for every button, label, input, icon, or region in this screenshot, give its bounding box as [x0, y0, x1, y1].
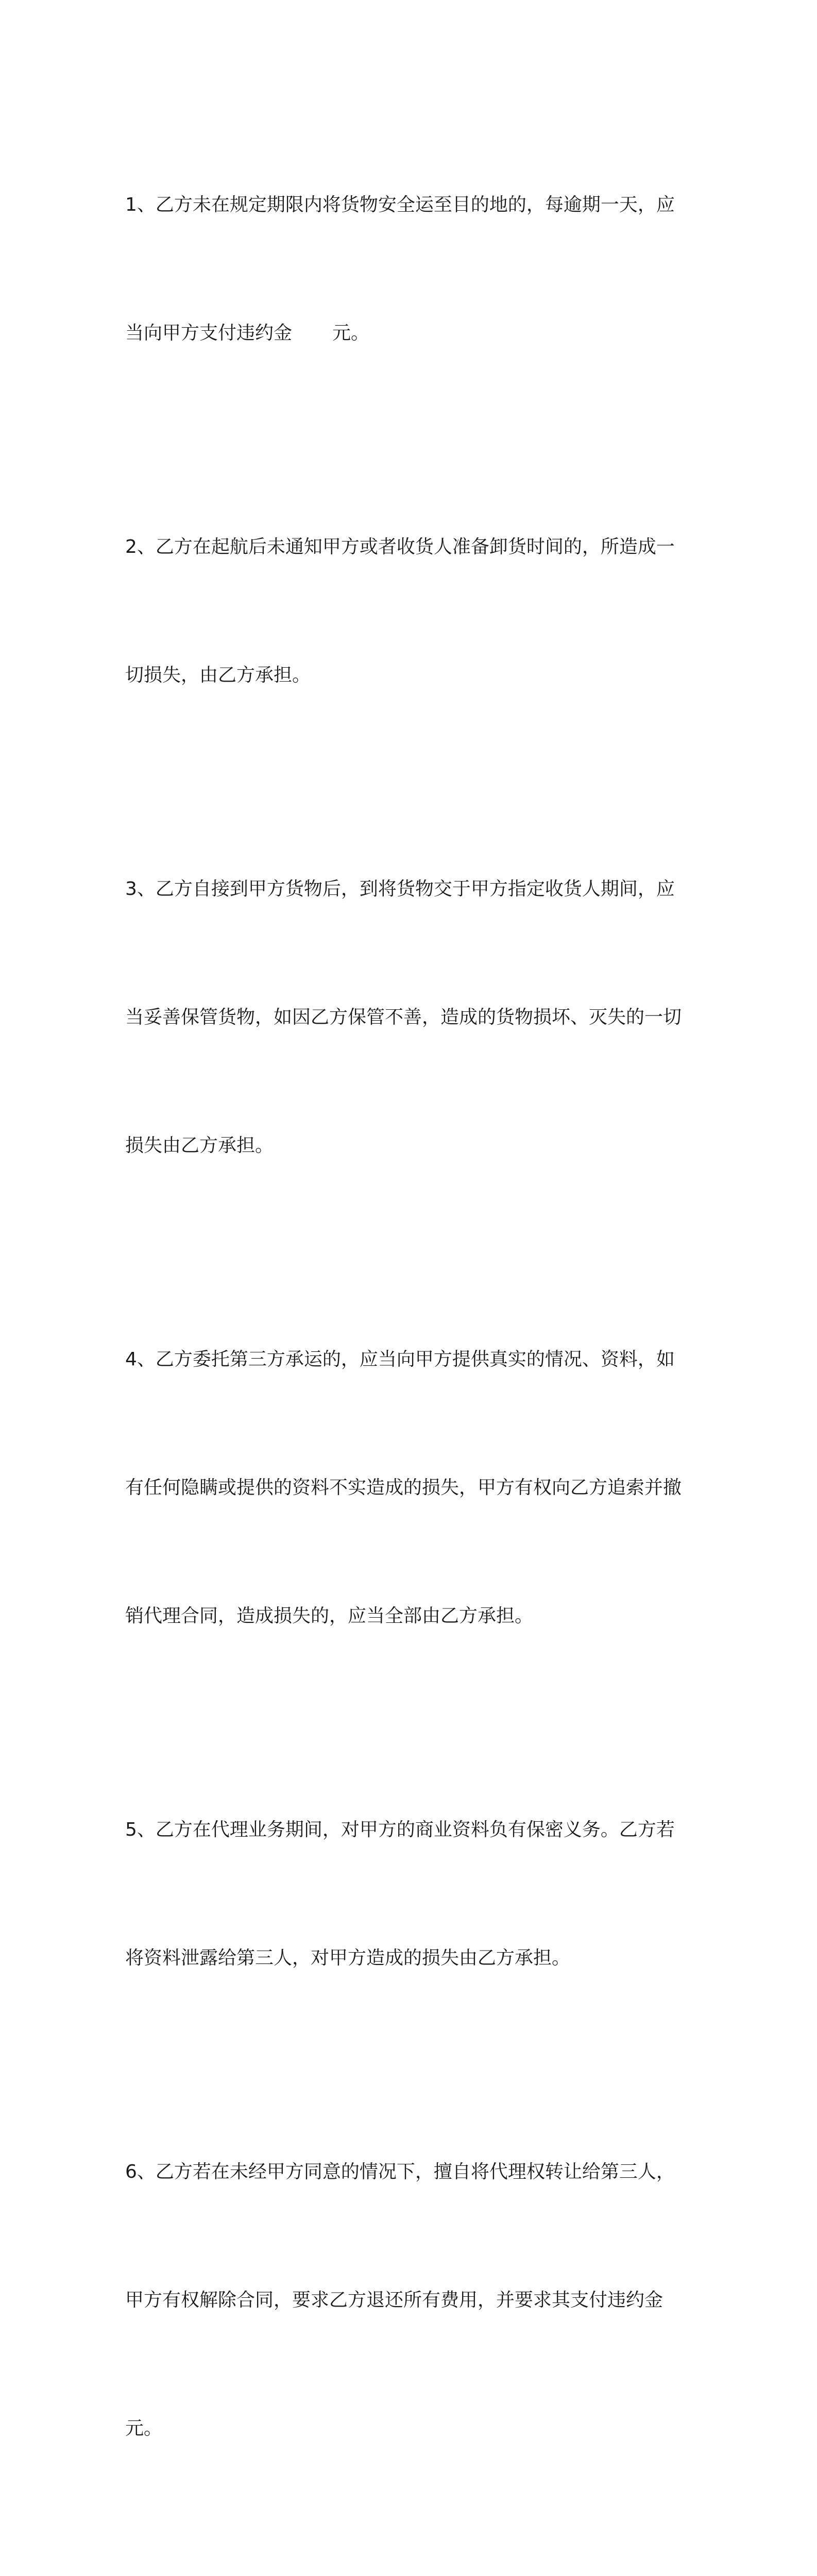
text-line: 4、乙方委托第三方承运的，应当向甲方提供真实的情况、资料，如: [125, 1349, 675, 1370]
text-fragment: 当向甲方支付违约金: [125, 323, 293, 344]
text-line: 损失由乙方承担。: [125, 1135, 274, 1156]
clause-1-1: [125, 98, 702, 440]
clause-1-6: [125, 2065, 702, 2535]
text-line: 1、乙方未在规定期限内将货物安全运至目的地的，每逾期一天，应: [125, 194, 675, 215]
text-line: 将资料泄露给第三人，对甲方造成的损失由乙方承担。: [125, 1947, 571, 1969]
text-line: 甲方有权解除合同，要求乙方退还所有费用，并要求其支付违约金: [125, 2290, 663, 2311]
text-line: 2、乙方在起航后未通知甲方或者收货人准备卸货时间的，所造成一: [125, 536, 675, 557]
clause-1-4: [125, 1252, 702, 1723]
document-body: [125, 98, 702, 2576]
text-line: 3、乙方自接到甲方货物后，到将货物交于甲方指定收货人期间，应: [125, 878, 675, 900]
text-fragment: 元。: [332, 323, 370, 344]
text-line: 切损失，由乙方承担。: [125, 665, 311, 686]
text-line: 有任何隐瞒或提供的资料不实造成的损失，甲方有权向乙方追索并撤: [125, 1477, 682, 1498]
text-line: [125, 312, 702, 354]
clause-1-5: [125, 1723, 702, 2065]
text-line: 5、乙方在代理业务期间，对甲方的商业资料负有保密义务。乙方若: [125, 1819, 675, 1840]
text-line: 元。: [125, 2418, 163, 2439]
text-line: 销代理合同，造成损失的，应当全部由乙方承担。: [125, 1605, 534, 1626]
clause-1-2: [125, 440, 702, 782]
clause-1-7: [125, 2535, 702, 2576]
text-line: 6、乙方若在未经甲方同意的情况下，擅自将代理权转让给第三人，: [125, 2161, 675, 2182]
clause-1-3: [125, 782, 702, 1252]
text-line: 当妥善保管货物，如因乙方保管不善，造成的货物损坏、灭失的一切: [125, 1007, 682, 1028]
